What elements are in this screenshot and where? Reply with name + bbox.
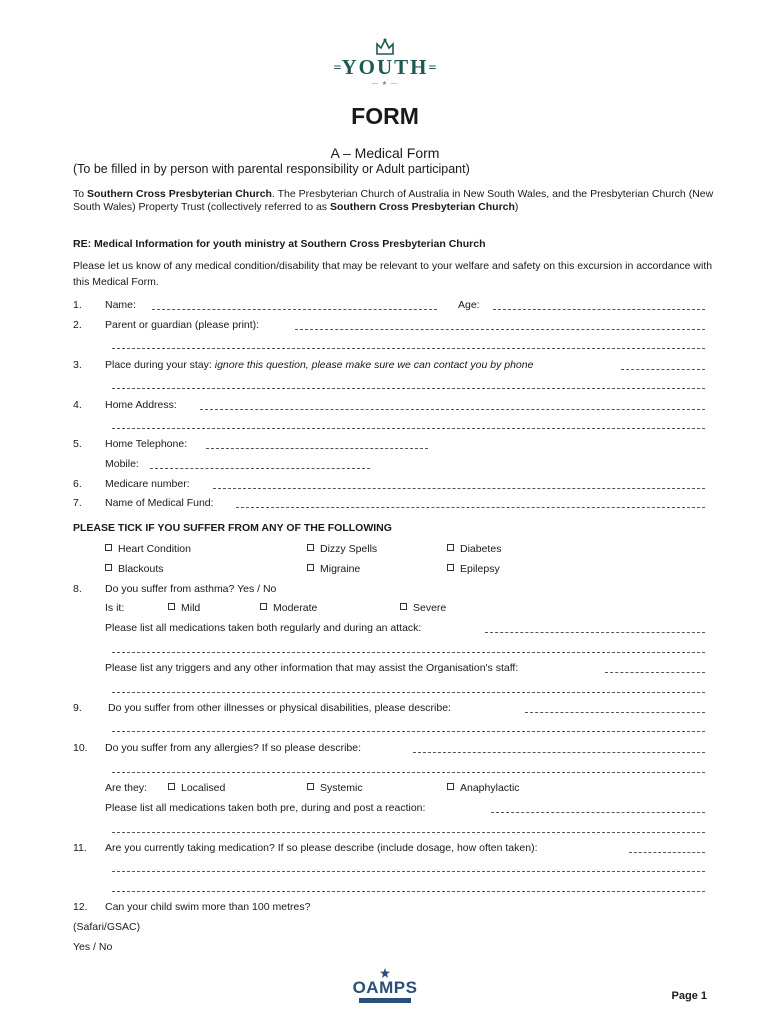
are-they-label: Are they: (105, 782, 148, 794)
age-label: Age: (458, 299, 480, 311)
checkbox-localised[interactable]: Localised (168, 781, 225, 795)
checkbox-heart[interactable]: Heart Condition (105, 542, 191, 556)
checkbox-migraine[interactable]: Migraine (307, 562, 360, 576)
church-name-2: Southern Cross Presbyterian Church (329, 201, 515, 213)
mobile-label: Mobile: (105, 458, 139, 470)
swim-label: Can your child swim more than 100 metres? (105, 901, 311, 913)
checkbox-blackouts[interactable]: Blackouts (105, 562, 164, 576)
guardian-field[interactable] (295, 329, 705, 330)
checkbox-epilepsy[interactable]: Epilepsy (447, 562, 500, 576)
allergy-label: Do you suffer from any allergies? If so please describe: (105, 742, 362, 754)
checkbox-icon (307, 544, 314, 551)
medication-field[interactable] (629, 852, 705, 853)
tick-heading: PLEASE TICK IF YOU SUFFER FROM ANY OF THE FOLLOWING (73, 522, 392, 534)
please-paragraph: Please let us know of any medical condition/disability that may be relevant to your welfare and safety on this excursion in accordance with this Medical Form. (73, 260, 713, 288)
guardian-field-2[interactable] (112, 348, 705, 349)
checkbox-dizzy[interactable]: Dizzy Spells (307, 542, 377, 556)
star-icon (380, 968, 390, 978)
checkbox-severe[interactable]: Severe (400, 601, 446, 615)
checkbox-anaphylactic[interactable]: Anaphylactic (447, 781, 520, 795)
name-label: Name: (105, 299, 136, 311)
asthma-meds-row (73, 621, 705, 635)
asthma-triggers-field[interactable] (605, 672, 705, 673)
checkbox-diabetes[interactable]: Diabetes (447, 542, 501, 556)
asthma-meds-field-2[interactable] (112, 652, 705, 653)
question-8: 8. Do you suffer from asthma? Yes / No (73, 582, 705, 596)
asthma-severity-row (73, 601, 705, 615)
checkbox-icon (447, 564, 454, 571)
allergy-meds-label: Please list all medications taken both pre, during and post a reaction: (105, 802, 426, 814)
age-field[interactable] (493, 309, 705, 310)
is-it-label: Is it: (105, 602, 125, 614)
question-2: 2. Parent or guardian (please print): (73, 318, 705, 332)
asthma-label: Do you suffer from asthma? Yes / No (105, 583, 277, 595)
question-12: 12. Can your child swim more than 100 metres? (73, 900, 705, 914)
stay-field[interactable] (621, 369, 705, 370)
medicare-field[interactable] (213, 488, 705, 489)
checkbox-icon (168, 603, 175, 610)
oamps-logo (350, 968, 420, 1003)
illness-field[interactable] (525, 712, 705, 713)
allergy-type-row (73, 781, 705, 795)
swim-answer[interactable]: Yes / No (73, 941, 113, 953)
question-7: 7. Name of Medical Fund: (73, 496, 705, 510)
conditions-row-1 (73, 542, 705, 556)
medicare-label: Medicare number: (105, 478, 190, 490)
medication-field-2[interactable] (112, 871, 705, 872)
oamps-text: OAMPS (352, 978, 418, 997)
asthma-meds-field[interactable] (485, 632, 705, 633)
youth-logo (0, 38, 770, 87)
allergy-meds-row (73, 801, 705, 815)
guardian-label: Parent or guardian (please print): (105, 319, 260, 331)
question-6: 6. Medicare number: (73, 477, 705, 491)
form-title: FORM (351, 103, 419, 129)
stay-field-2[interactable] (112, 388, 705, 389)
checkbox-icon (105, 564, 112, 571)
question-5: 5. Home Telephone: (73, 437, 705, 451)
illness-field-2[interactable] (112, 731, 705, 732)
allergy-field[interactable] (413, 752, 705, 753)
allergy-meds-field[interactable] (491, 812, 705, 813)
checkbox-icon (307, 783, 314, 790)
checkbox-icon (168, 783, 175, 790)
checkbox-systemic[interactable]: Systemic (307, 781, 363, 795)
intro-paragraph: To Southern Cross Presbyterian Church. The Presbyterian Church of Australia in New South Wales, and the Presbyterian Church (New South Wales) Property Trust (collectively referred to as Southern Cross Presbyterian Church) (73, 188, 714, 213)
allergy-meds-field-2[interactable] (112, 832, 705, 833)
address-field-2[interactable] (112, 428, 705, 429)
asthma-meds-label: Please list all medications taken both regularly and during an attack: (105, 622, 422, 634)
name-field[interactable] (152, 309, 437, 310)
swim-sub: (Safari/GSAC) (73, 921, 141, 933)
question-9: 9. Do you suffer from other illnesses or physical disabilities, please describe: (73, 701, 705, 715)
form-subtitle: A – Medical Form (330, 145, 440, 161)
fund-label: Name of Medical Fund: (105, 497, 214, 509)
checkbox-icon (307, 564, 314, 571)
mobile-row (73, 457, 705, 471)
medication-field-3[interactable] (112, 891, 705, 892)
crown-icon (375, 38, 395, 56)
page-number: Page 1 (671, 990, 707, 1002)
checkbox-icon (447, 544, 454, 551)
fund-field[interactable] (236, 507, 705, 508)
illness-label: Do you suffer from other illnesses or physical disabilities, please describe: (108, 702, 451, 714)
question-4: 4. Home Address: (73, 398, 705, 412)
mobile-field[interactable] (150, 468, 370, 469)
telephone-label: Home Telephone: (105, 438, 188, 450)
logo-bar-left: = (333, 61, 342, 76)
asthma-triggers-field-2[interactable] (112, 692, 705, 693)
question-3: 3. Place during your stay: ignore this question, please make sure we can contact you by phone (73, 358, 705, 372)
logo-text: YOUTH (341, 55, 429, 79)
church-name: Southern Cross Presbyterian Church (87, 188, 272, 200)
allergy-field-2[interactable] (112, 772, 705, 773)
form-note: (To be filled in by person with parental responsibility or Adult participant) (73, 162, 470, 176)
stay-label: Place during your stay: (105, 359, 212, 371)
stay-hint: ignore this question, please make sure we can contact you by phone (214, 359, 534, 371)
asthma-triggers-label: Please list any triggers and any other information that may assist the Organisation's staff: (105, 662, 519, 674)
re-line: RE: Medical Information for youth ministry at Southern Cross Presbyterian Church (73, 238, 486, 250)
conditions-row-2 (73, 562, 705, 576)
asthma-triggers-row (73, 661, 705, 675)
question-11: 11. Are you currently taking medication? If so please describe (include dosage, how often taken): (73, 841, 705, 855)
checkbox-icon (447, 783, 454, 790)
medication-label: Are you currently taking medication? If so please describe (include dosage, how often taken): (105, 842, 538, 854)
oamps-underline (359, 998, 411, 1003)
address-label: Home Address: (105, 399, 177, 411)
checkbox-mild[interactable]: Mild (168, 601, 200, 615)
logo-bar-right: = (428, 61, 437, 76)
checkbox-icon (400, 603, 407, 610)
checkbox-icon (260, 603, 267, 610)
question-10: 10. Do you suffer from any allergies? If so please describe: (73, 741, 705, 755)
checkbox-icon (105, 544, 112, 551)
checkbox-moderate[interactable]: Moderate (260, 601, 317, 615)
address-field[interactable] (200, 409, 705, 410)
question-1: 1. Name: Age: (73, 298, 705, 312)
logo-subline: — ★ — (372, 81, 398, 87)
telephone-field[interactable] (206, 448, 428, 449)
